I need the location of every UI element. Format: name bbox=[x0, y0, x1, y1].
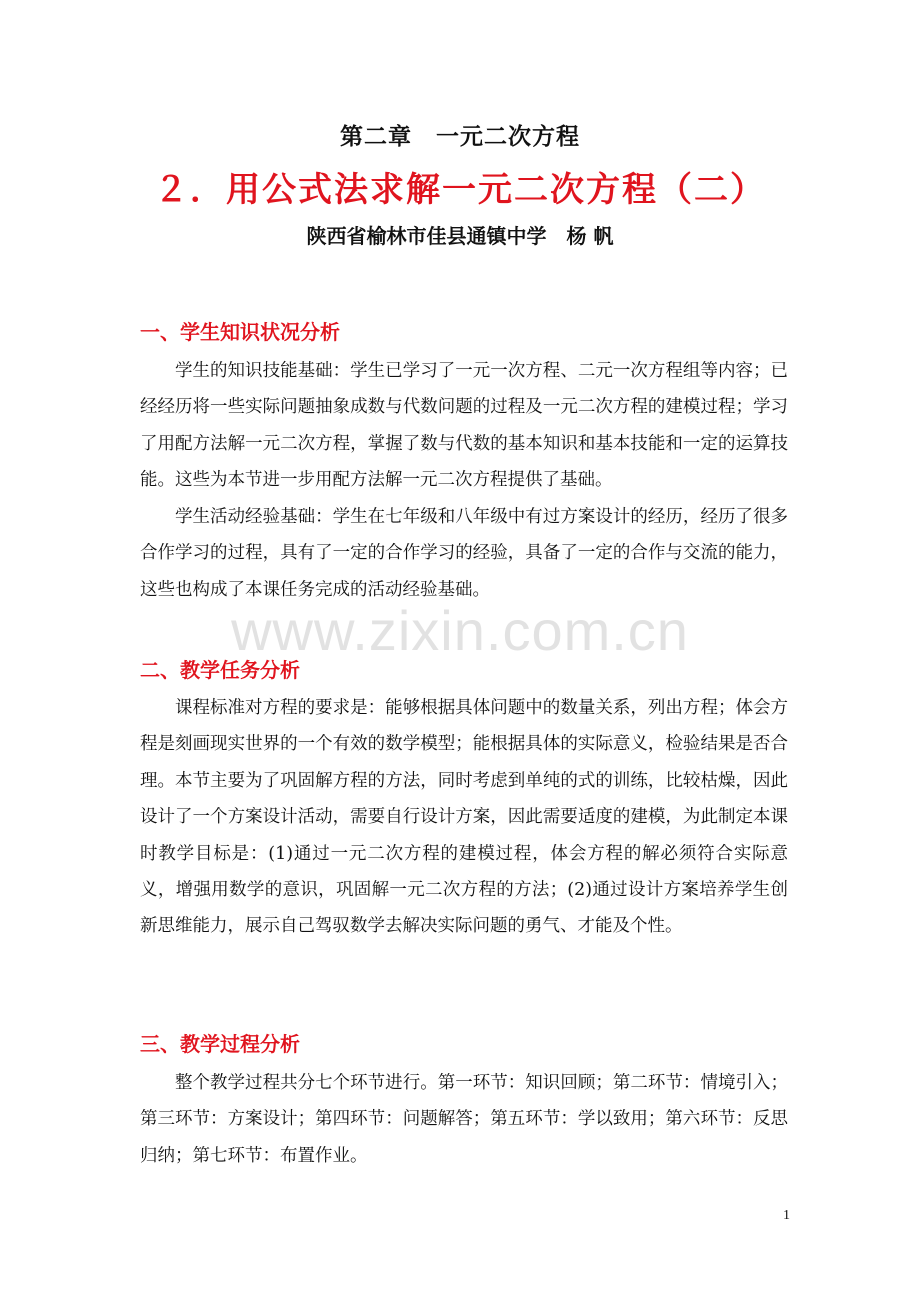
section-3-paragraph-1: 整个教学过程共分七个环节进行。第一环节：知识回顾；第二环节：情境引入；第三环节：方案设计；第四环节：问题解答；第五环节：学以致用；第六环节：反思归纳；第七环节：布置作业。 bbox=[140, 1073, 788, 1166]
section-heading-3: 三、教学过程分析 bbox=[140, 1032, 300, 1056]
watermark-text: www.zixin.com.cn bbox=[231, 599, 689, 662]
section-heading-2: 二、教学任务分析 bbox=[140, 658, 300, 682]
section-2-paragraph-1: 课程标准对方程的要求是：能够根据具体问题中的数量关系，列出方程；体会方程是刻画现实世界的一个有效的数学模型；能根据具体的实际意义，检验结果是否合理。本节主要为了巩固解方程的方法，同时考虑到单纯的式的训练，比较枯燥，因此设计了一个方案设计活动，需要自行设计方案，因此需要适度的建模，为此制定本课时教学目标是：(1)通过一元二次方程的建模过程，体会方程的解必须符合实际意义，增强用数学的意识，巩固解一元二次方程的方法；(2)通过设计方案培养学生创新思维能力，展示自己驾驭数学去解决实际问题的勇气、才能及个性。 bbox=[140, 698, 788, 937]
chapter-title: 第二章 一元二次方程 bbox=[340, 124, 580, 150]
page-number: 1 bbox=[783, 1208, 790, 1223]
section-heading-1: 一、学生知识状况分析 bbox=[140, 320, 340, 344]
section-1-paragraph-1: 学生的知识技能基础：学生已学习了一元一次方程、二元一次方程组等内容；已经经历将一些实际问题抽象成数与代数问题的过程及一元二次方程的建模过程；学习了用配方法解一元二次方程，掌握了数与代数的基本知识和基本技能和一定的运算技能。这些为本节进一步用配方法解一元二次方程提供了基础。 bbox=[140, 361, 788, 491]
author-line: 陕西省榆林市佳县通镇中学 杨 帆 bbox=[306, 224, 614, 248]
section-1-paragraph-2: 学生活动经验基础：学生在七年级和八年级中有过方案设计的经历，经历了很多合作学习的过程，具有了一定的合作学习的经验，具备了一定的合作与交流的能力，这些也构成了本课任务完成的活动经验基础。 bbox=[140, 507, 788, 600]
lesson-title: ２．用公式法求解一元二次方程（二） bbox=[154, 170, 766, 210]
